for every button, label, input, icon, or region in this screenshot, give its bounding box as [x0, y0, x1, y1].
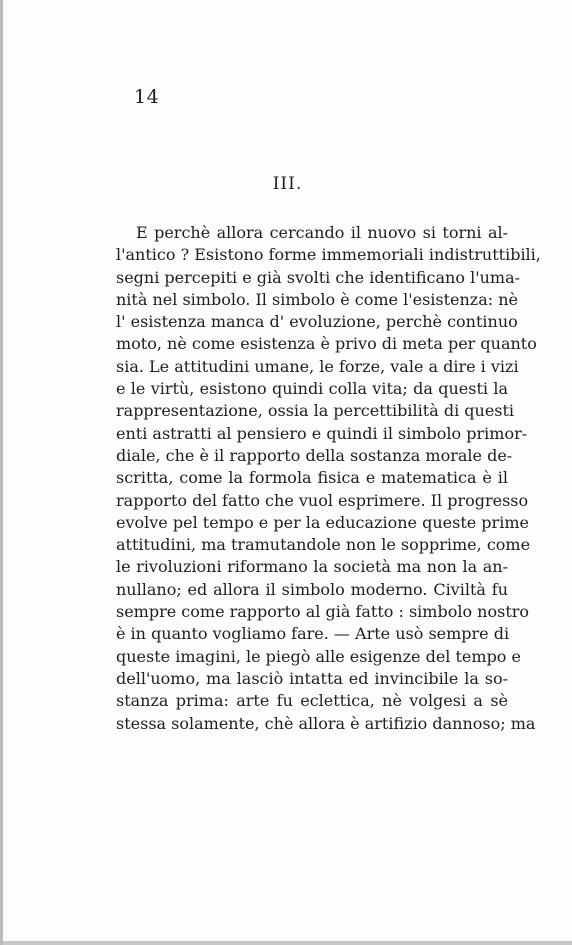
text-line: l' esistenza manca d' evoluzione, perchè continuo	[116, 312, 518, 332]
text-line: nità nel simbolo. Il simbolo è come l'esistenza: nè	[116, 289, 519, 309]
page-bottom-edge	[3, 941, 572, 945]
text-line: evolve pel tempo e per la educazione queste prime	[116, 512, 529, 532]
text-line: attitudini, ma tramutandole non le sopprime, come	[116, 535, 531, 555]
text-line: sempre come rapporto al già fatto : simbolo nostro	[116, 602, 530, 622]
text-line: stanza prima: arte fu eclettica, nè volgesi a sè	[116, 691, 508, 711]
text-line: nullano; ed allora il simbolo moderno. Civiltà fu	[116, 579, 508, 599]
text-line: queste imagini, le piegò alle esigenze del tempo e	[116, 646, 521, 666]
text-line: moto, nè come esistenza è privo di meta per quanto	[116, 334, 537, 354]
text-line: sia. Le attitudini umane, le forze, vale a dire i vizi	[116, 356, 519, 376]
text-line: l'antico ? Esistono forme immemoriali indistruttibili,	[116, 245, 541, 265]
text-line: rappresentazione, ossia la percettibilità di questi	[116, 401, 515, 421]
chapter-heading: III.	[272, 174, 303, 194]
body-text	[116, 222, 541, 735]
text-line: diale, che è il rapporto della sostanza morale de-	[116, 445, 513, 465]
text-line: e le virtù, esistono quindi colla vita; da questi la	[116, 379, 508, 399]
text-line: stessa solamente, chè allora è artifizio dannoso; ma	[116, 713, 536, 733]
text-line: dell'uomo, ma lasciò intatta ed invincibile la so-	[116, 668, 508, 688]
text-line: segni percepiti e già svolti che identificano l'uma-	[116, 267, 521, 287]
text-line: rapporto del fatto che vuol esprimere. Il progresso	[116, 490, 529, 510]
text-line: scritta, come la formola fisica e matematica è il	[116, 468, 508, 488]
text-line: è in quanto vogliamo fare. — Arte usò sempre di	[116, 624, 510, 644]
page-number: 14	[134, 86, 160, 108]
text-line: E perchè allora cercando il nuovo si torni al-	[136, 223, 508, 242]
text-line: enti astratti al pensiero e quindi il simbolo primor-	[116, 423, 528, 443]
text-line: le rivoluzioni riformano la società ma non la an-	[116, 557, 508, 577]
